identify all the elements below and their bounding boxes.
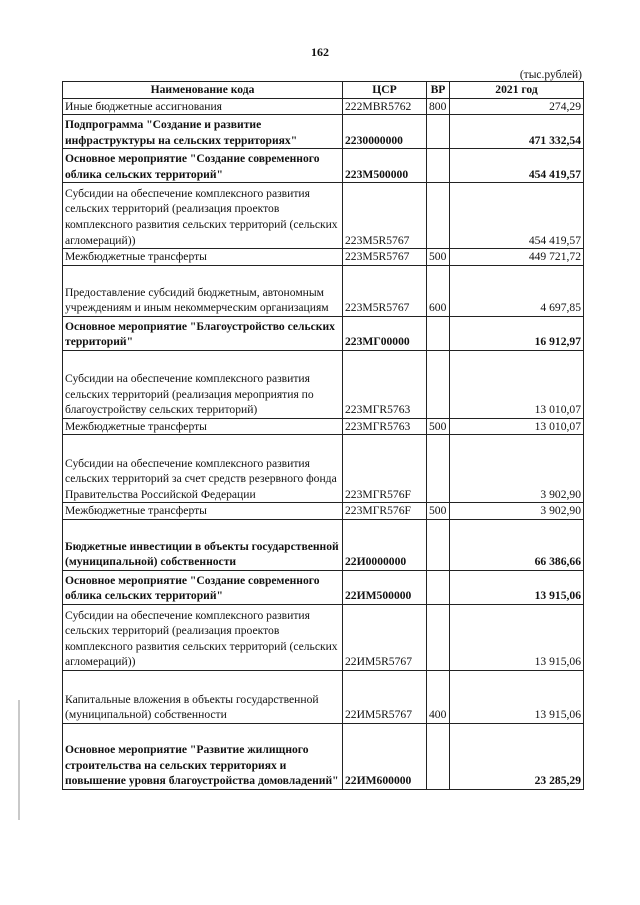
row-vr: 500 bbox=[427, 249, 450, 266]
row-code: 223MГR5763 bbox=[343, 350, 427, 418]
table-row bbox=[63, 265, 584, 316]
row-amount: 13 010,07 bbox=[450, 418, 584, 435]
row-name: Основное мероприятие "Создание современного облика сельских территорий" bbox=[63, 149, 343, 183]
row-amount: 3 902,90 bbox=[450, 435, 584, 503]
row-code: 22ИМ5R5767 bbox=[343, 604, 427, 670]
table-row bbox=[63, 350, 584, 418]
row-amount: 454 419,57 bbox=[450, 149, 584, 183]
row-vr: 500 bbox=[427, 503, 450, 520]
row-code: 22ИМ600000 bbox=[343, 723, 427, 789]
row-code: 223M500000 bbox=[343, 149, 427, 183]
row-code: 223MГR576F bbox=[343, 503, 427, 520]
table-row bbox=[63, 723, 584, 789]
table-row bbox=[63, 249, 584, 266]
row-name: Основное мероприятие "Благоустройство сельских территорий" bbox=[63, 316, 343, 350]
row-name: Субсидии на обеспечение комплексного развития сельских территорий (реализация проектов комплексного развития сельских территорий (сельских агломераций)) bbox=[63, 183, 343, 249]
table-row bbox=[63, 570, 584, 604]
table-row bbox=[63, 670, 584, 723]
row-amount: 16 912,97 bbox=[450, 316, 584, 350]
row-code: 223MГR5763 bbox=[343, 418, 427, 435]
table-header-row bbox=[63, 82, 584, 99]
table-row bbox=[63, 604, 584, 670]
row-code: 22И0000000 bbox=[343, 519, 427, 570]
row-vr: 800 bbox=[427, 98, 450, 115]
row-amount: 13 010,07 bbox=[450, 350, 584, 418]
row-amount: 274,29 bbox=[450, 98, 584, 115]
row-vr bbox=[427, 350, 450, 418]
table-row bbox=[63, 503, 584, 520]
row-name: Межбюджетные трансферты bbox=[63, 249, 343, 266]
row-vr: 500 bbox=[427, 418, 450, 435]
row-name: Иные бюджетные ассигнования bbox=[63, 98, 343, 115]
row-amount: 23 285,29 bbox=[450, 723, 584, 789]
row-vr bbox=[427, 723, 450, 789]
table-row bbox=[63, 435, 584, 503]
table-row bbox=[63, 183, 584, 249]
row-vr bbox=[427, 570, 450, 604]
table-row bbox=[63, 149, 584, 183]
row-code: 223M5R5767 bbox=[343, 249, 427, 266]
row-vr: 400 bbox=[427, 670, 450, 723]
row-name: Капитальные вложения в объекты государственной (муниципальной) собственности bbox=[63, 670, 343, 723]
row-name: Основное мероприятие "Развитие жилищного строительства на сельских территориях и повышение уровня благоустройства домовладений" bbox=[63, 723, 343, 789]
header-amount: 2021 год bbox=[450, 82, 584, 99]
header-vr: ВР bbox=[427, 82, 450, 99]
row-name: Межбюджетные трансферты bbox=[63, 418, 343, 435]
row-vr bbox=[427, 519, 450, 570]
row-amount: 449 721,72 bbox=[450, 249, 584, 266]
row-amount: 66 386,66 bbox=[450, 519, 584, 570]
budget-table bbox=[62, 81, 584, 790]
row-vr bbox=[427, 316, 450, 350]
row-code: 223MГR576F bbox=[343, 435, 427, 503]
row-code: 223M5R5767 bbox=[343, 183, 427, 249]
row-amount: 13 915,06 bbox=[450, 670, 584, 723]
page-number: 162 bbox=[311, 45, 329, 59]
row-vr bbox=[427, 115, 450, 149]
row-name: Субсидии на обеспечение комплексного развития сельских территорий (реализация проектов комплексного развития сельских территорий (сельских агломераций)) bbox=[63, 604, 343, 670]
table-row bbox=[63, 98, 584, 115]
row-name: Бюджетные инвестиции в объекты государственной (муниципальной) собственности bbox=[63, 519, 343, 570]
table-row bbox=[63, 519, 584, 570]
row-name: Субсидии на обеспечение комплексного развития сельских территорий (реализация мероприятия по благоустройству сельских территорий) bbox=[63, 350, 343, 418]
row-name: Субсидии на обеспечение комплексного развития сельских территорий за счет средств резервного фонда Правительства Российской Федерации bbox=[63, 435, 343, 503]
units-label: (тыс.рублей) bbox=[519, 69, 582, 81]
row-amount: 13 915,06 bbox=[450, 570, 584, 604]
row-name: Подпрограмма "Создание и развитие инфраструктуры на сельских территориях" bbox=[63, 115, 343, 149]
row-code: 2230000000 bbox=[343, 115, 427, 149]
row-code: 222MBR5762 bbox=[343, 98, 427, 115]
row-amount: 13 915,06 bbox=[450, 604, 584, 670]
row-amount: 454 419,57 bbox=[450, 183, 584, 249]
row-amount: 3 902,90 bbox=[450, 503, 584, 520]
row-name: Предоставление субсидий бюджетным, автономным учреждениям и иным некоммерческим организациям bbox=[63, 265, 343, 316]
row-code: 22ИМ5R5767 bbox=[343, 670, 427, 723]
header-name: Наименование кода bbox=[63, 82, 343, 99]
row-name: Основное мероприятие "Создание современного облика сельских территорий" bbox=[63, 570, 343, 604]
scan-edge-mark bbox=[18, 700, 20, 820]
table-row bbox=[63, 316, 584, 350]
row-amount: 471 332,54 bbox=[450, 115, 584, 149]
table-row bbox=[63, 418, 584, 435]
row-name: Межбюджетные трансферты bbox=[63, 503, 343, 520]
table-row bbox=[63, 115, 584, 149]
row-vr bbox=[427, 604, 450, 670]
row-vr: 600 bbox=[427, 265, 450, 316]
row-amount: 4 697,85 bbox=[450, 265, 584, 316]
row-code: 22ИМ500000 bbox=[343, 570, 427, 604]
row-code: 223MГ00000 bbox=[343, 316, 427, 350]
row-vr bbox=[427, 149, 450, 183]
row-vr bbox=[427, 435, 450, 503]
row-vr bbox=[427, 183, 450, 249]
row-code: 223M5R5767 bbox=[343, 265, 427, 316]
header-csr: ЦСР bbox=[343, 82, 427, 99]
